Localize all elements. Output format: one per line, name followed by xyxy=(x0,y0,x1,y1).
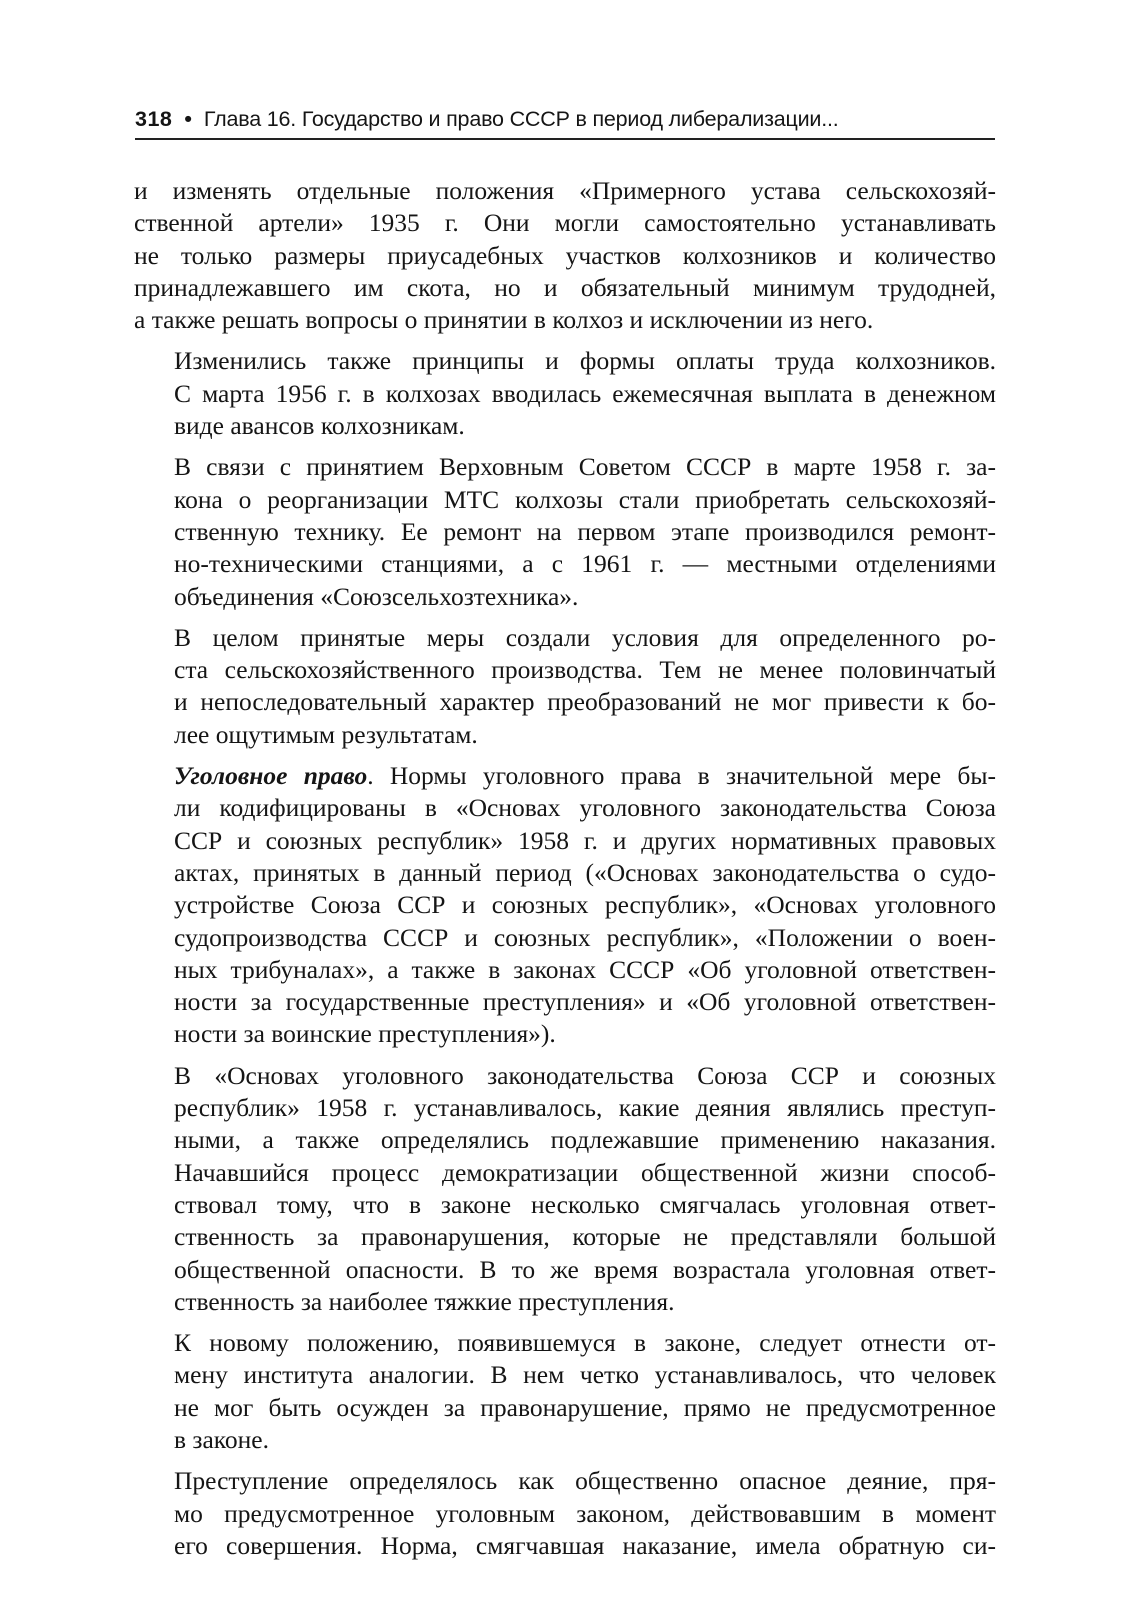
text-line xyxy=(134,1465,996,1497)
text-line xyxy=(134,345,996,377)
line-text: ности за воинские преступления»). xyxy=(174,1019,556,1049)
line-text: кона о реорганизации МТС колхозы стали приобретать сельскохозяй- xyxy=(174,484,996,514)
header-bullet: • xyxy=(184,107,192,131)
text-line xyxy=(134,986,996,1018)
line-text: ственность за наиболее тяжкие преступления. xyxy=(174,1286,675,1316)
page-number: 318 xyxy=(135,107,173,131)
paragraph xyxy=(134,451,996,612)
text-line xyxy=(134,378,996,410)
line-text: ли кодифицированы в «Основах уголовного законодательства Союза xyxy=(174,793,996,823)
text-line xyxy=(134,451,996,483)
text-line xyxy=(134,792,996,824)
text-line xyxy=(134,1189,996,1221)
paragraph xyxy=(134,1060,996,1318)
line-text: К новому положению, появившемуся в законе, следует отнести от- xyxy=(174,1328,996,1358)
body-text xyxy=(134,175,996,1571)
line-text: ССР и союзных республик» 1958 г. и других нормативных правовых xyxy=(174,825,996,855)
paragraph xyxy=(134,622,996,751)
line-text: мо предусмотренное уголовным законом, действовавшим в момент xyxy=(174,1498,996,1528)
line-text: общественной опасности. В то же время возрастала уголовная ответ- xyxy=(174,1254,996,1284)
line-text: ных трибуналах», а также в законах СССР «Об уголовной ответствен- xyxy=(174,954,996,984)
line-text: объединения «Союзсельхозтехника». xyxy=(174,581,579,611)
line-text: Изменились также принципы и формы оплаты труда колхозников. xyxy=(174,346,996,376)
line-text: а также решать вопросы о принятии в колхоз и исключении из него. xyxy=(134,305,874,335)
text-line xyxy=(134,622,996,654)
line-text: и изменять отдельные положения «Примерного устава сельскохозяй- xyxy=(134,176,996,205)
line-text: ственную технику. Ее ремонт на первом этапе производился ремонт- xyxy=(174,516,996,546)
text-line xyxy=(134,719,996,751)
text-line xyxy=(134,686,996,718)
text-line xyxy=(134,175,996,207)
line-text: мену института аналогии. В нем четко устанавливалось, что человек xyxy=(174,1360,996,1390)
text-line xyxy=(134,516,996,548)
line-text: актах, принятых в данный период («Основах законодательства о судо- xyxy=(174,857,996,887)
text-line xyxy=(134,1498,996,1530)
paragraph xyxy=(134,1327,996,1456)
line-text: В целом принятые меры создали условия для определенного ро- xyxy=(174,622,996,652)
text-line xyxy=(134,1359,996,1391)
text-line xyxy=(134,889,996,921)
line-text: устройстве Союза ССР и союзных республик», «Основах уголовного xyxy=(174,890,996,920)
text-line xyxy=(134,1221,996,1253)
line-text: не мог быть осужден за правонарушение, прямо не предусмотренное xyxy=(174,1392,996,1422)
running-header xyxy=(135,104,995,140)
line-text: не только размеры приусадебных участков колхозников и количество xyxy=(134,240,996,270)
text-line xyxy=(134,207,996,239)
line-text: судопроизводства СССР и союзных республик», «Положении о воен- xyxy=(174,922,996,952)
text-line xyxy=(134,1424,996,1456)
text-line xyxy=(134,272,996,304)
line-text: и непоследовательный характер преобразований не мог привести к бо- xyxy=(174,687,996,717)
line-text: . Нормы уголовного права в значительной мере бы- xyxy=(367,761,996,791)
line-text: принадлежавшего им скота, но и обязательный минимум трудодней, xyxy=(134,272,996,302)
text-line xyxy=(134,1286,996,1318)
line-text: ственность за правонарушения, которые не представляли большой xyxy=(174,1222,996,1252)
text-line xyxy=(134,1327,996,1359)
chapter-title: Глава 16. Государство и право СССР в период либерализации... xyxy=(203,107,839,131)
line-text: ствовал тому, что в законе несколько смягчалась уголовная ответ- xyxy=(174,1189,996,1219)
text-line xyxy=(134,857,996,889)
line-text: в законе. xyxy=(174,1424,269,1454)
text-line xyxy=(134,654,996,686)
line-text: республик» 1958 г. устанавливалось, какие деяния являлись преступ- xyxy=(174,1093,996,1123)
text-line xyxy=(134,1124,996,1156)
text-line xyxy=(134,825,996,857)
paragraph xyxy=(134,175,996,336)
line-text: ственной артели» 1935 г. Они могли самостоятельно устанавливать xyxy=(134,208,996,238)
text-line xyxy=(134,954,996,986)
line-text: Преступление определялось как общественно опасное деяние, пря- xyxy=(174,1466,996,1496)
line-text: но-техническими станциями, а с 1961 г. — местными отделениями xyxy=(174,549,996,579)
line-text: В связи с принятием Верховным Советом СССР в марте 1958 г. за- xyxy=(174,452,996,482)
line-text: Начавшийся процесс демократизации общественной жизни способ- xyxy=(174,1157,996,1187)
paragraph xyxy=(134,760,996,1051)
text-line xyxy=(134,240,996,272)
text-line xyxy=(134,410,996,442)
text-line xyxy=(134,1530,996,1562)
text-line xyxy=(134,1092,996,1124)
line-text: С марта 1956 г. в колхозах вводилась ежемесячная выплата в денежном xyxy=(174,378,996,408)
line-text: его совершения. Норма, смягчавшая наказание, имела обратную си- xyxy=(174,1530,996,1560)
text-line xyxy=(134,1018,996,1050)
text-line xyxy=(134,760,996,792)
line-text: В «Основах уголовного законодательства Союза ССР и союзных xyxy=(174,1060,996,1090)
text-line xyxy=(134,1392,996,1424)
text-line xyxy=(134,1060,996,1092)
line-text: ста сельскохозяйственного производства. Тем не менее половинчатый xyxy=(174,655,996,685)
text-line xyxy=(134,581,996,613)
line-text: ными, а также определялись подлежавшие применению наказания. xyxy=(174,1125,996,1155)
text-line xyxy=(134,548,996,580)
line-text: виде авансов колхозникам. xyxy=(174,411,465,441)
paragraph xyxy=(134,1465,996,1562)
section-lead-term: Уголовное право xyxy=(174,761,368,791)
text-line xyxy=(134,1157,996,1189)
text-line xyxy=(134,1254,996,1286)
paragraph xyxy=(134,345,996,442)
text-line xyxy=(134,922,996,954)
text-line xyxy=(134,304,996,336)
text-line xyxy=(134,484,996,516)
line-text: ности за государственные преступления» и «Об уголовной ответствен- xyxy=(174,987,996,1017)
line-text: лее ощутимым результатам. xyxy=(174,719,478,749)
